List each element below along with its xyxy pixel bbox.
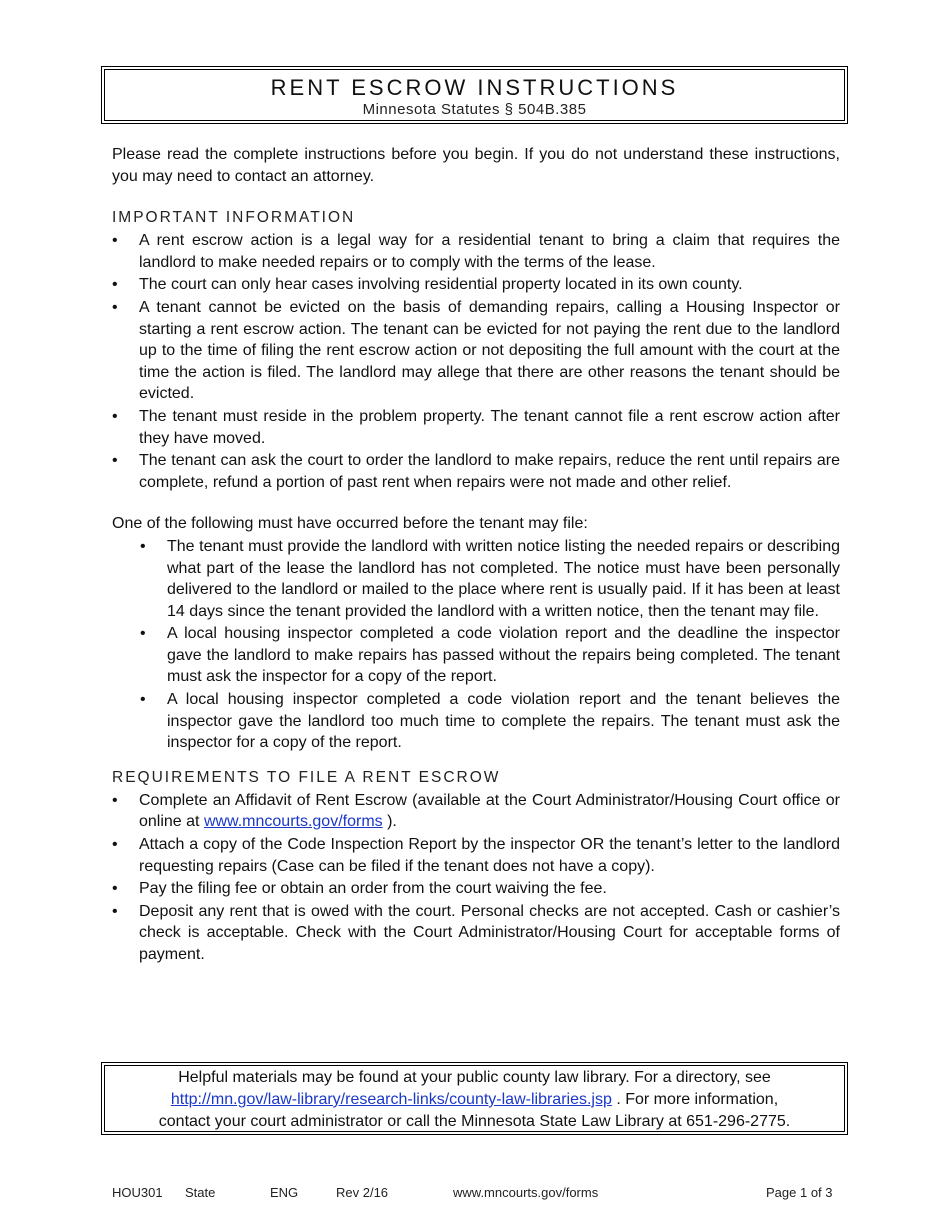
page-subtitle: Minnesota Statutes § 504B.385	[362, 101, 587, 118]
bullet-icon: •	[112, 791, 118, 809]
list-item: • Attach a copy of the Code Inspection Report by the inspector OR the tenant’s letter to the landlord requesting repairs (Case can be filed if the tenant does not have a copy).	[112, 836, 840, 875]
footer-language: ENG	[270, 1185, 299, 1200]
list-item: • Complete an Affidavit of Rent Escrow (available at the Court Administrator/Housing Court office or online at www.mncourts.gov/forms ).	[112, 791, 840, 831]
bullet-icon: •	[112, 276, 118, 294]
list-item: • A local housing inspector completed a code violation report and the tenant believes the inspector gave the landlord too much time to complete the repairs. The tenant must ask the inspector for a copy of the report.	[140, 691, 840, 752]
bullet-icon: •	[112, 452, 118, 470]
list-item: • The tenant can ask the court to order the landlord to make repairs, reduce the rent until repairs are complete, refund a portion of past rent when repairs were not made and other relief.	[112, 452, 840, 491]
list-item: • A tenant cannot be evicted on the basis of demanding repairs, calling a Housing Inspector or starting a rent escrow action. The tenant can be evicted for not paying the rent due to the landlord up to the time of filing the rent escrow action or not depositing the full amount with the court at the time the action is filed. The landlord may allege that there are other reasons the tenant should be evicted.	[112, 298, 840, 403]
help-line-3: contact your court administrator or call the Minnesota State Law Library at 651-296-2775.	[158, 1113, 791, 1130]
bullet-icon: •	[112, 407, 118, 425]
list-item: • The tenant must provide the landlord with written notice listing the needed repairs or describing what part of the lease the landlord has not completed. The notice must have been personally delivered to the landlord or mailed to the place where rent is usually paid. If it has been at least 14 days since the tenant provided the landlord with a written notice, then the tenant may file.	[140, 537, 840, 620]
list-item: • Pay the filing fee or obtain an order from the court waiving the fee.	[112, 878, 840, 900]
list-item: • The court can only hear cases involving residential property located in its own county.	[112, 274, 840, 296]
bullet-icon: •	[140, 691, 146, 709]
footer-form-id: HOU301	[112, 1185, 163, 1200]
title-box	[101, 66, 848, 124]
bullet-icon: •	[112, 232, 118, 250]
important-info-list	[112, 230, 840, 493]
list-item: • A rent escrow action is a legal way for a residential tenant to bring a claim that requires the landlord to make needed repairs or to comply with the terms of the lease.	[112, 232, 840, 271]
forms-link[interactable]: www.mncourts.gov/forms	[203, 813, 383, 831]
list-item: • A local housing inspector completed a code violation report and the deadline the inspector gave the landlord to make repairs has passed without the repairs being completed. The tenant must ask the inspector for a copy of the report.	[140, 625, 840, 686]
law-library-link[interactable]: http://mn.gov/law-library/research-links/county-law-libraries.jsp	[170, 1091, 612, 1108]
bullet-icon: •	[140, 537, 146, 555]
requirements-heading: REQUIREMENTS TO FILE A RENT ESCROW	[112, 768, 501, 786]
instructions-content	[112, 144, 840, 967]
intro-paragraph: Please read the complete instructions before you begin. If you do not understand these instructions, you may need to contact an attorney.	[112, 146, 840, 185]
list-item: • Deposit any rent that is owed with the court. Personal checks are not accepted. Cash or cashier’s check is acceptable. Check with the Court Administrator/Housing Court for acceptable forms of payment.	[112, 902, 840, 963]
list-item: • The tenant must reside in the problem property. The tenant cannot file a rent escrow action after they have moved.	[112, 407, 840, 447]
bullet-icon: •	[112, 880, 118, 898]
bullet-icon: •	[112, 298, 118, 316]
footer-page-number: Page 1 of 3	[766, 1185, 833, 1200]
page-title: RENT ESCROW INSTRUCTIONS	[270, 75, 679, 100]
prerequisites-list	[112, 536, 840, 754]
help-box	[101, 1062, 848, 1135]
footer-website: www.mncourts.gov/forms	[453, 1185, 599, 1200]
footer-jurisdiction: State	[185, 1185, 216, 1200]
prerequisites-lead-in: One of the following must have occurred before the tenant may file:	[112, 515, 588, 533]
requirements-list	[112, 790, 840, 966]
help-line-1: Helpful materials may be found at your public county law library. For a directory, see	[178, 1069, 771, 1086]
bullet-icon: •	[140, 625, 146, 643]
bullet-icon: •	[112, 902, 118, 920]
bullet-icon: •	[112, 836, 118, 854]
help-line-2: http://mn.gov/law-library/research-links/county-law-libraries.jsp . For more information,	[170, 1091, 779, 1108]
important-info-heading: IMPORTANT INFORMATION	[112, 209, 356, 227]
footer-revision: Rev 2/16	[336, 1185, 389, 1200]
